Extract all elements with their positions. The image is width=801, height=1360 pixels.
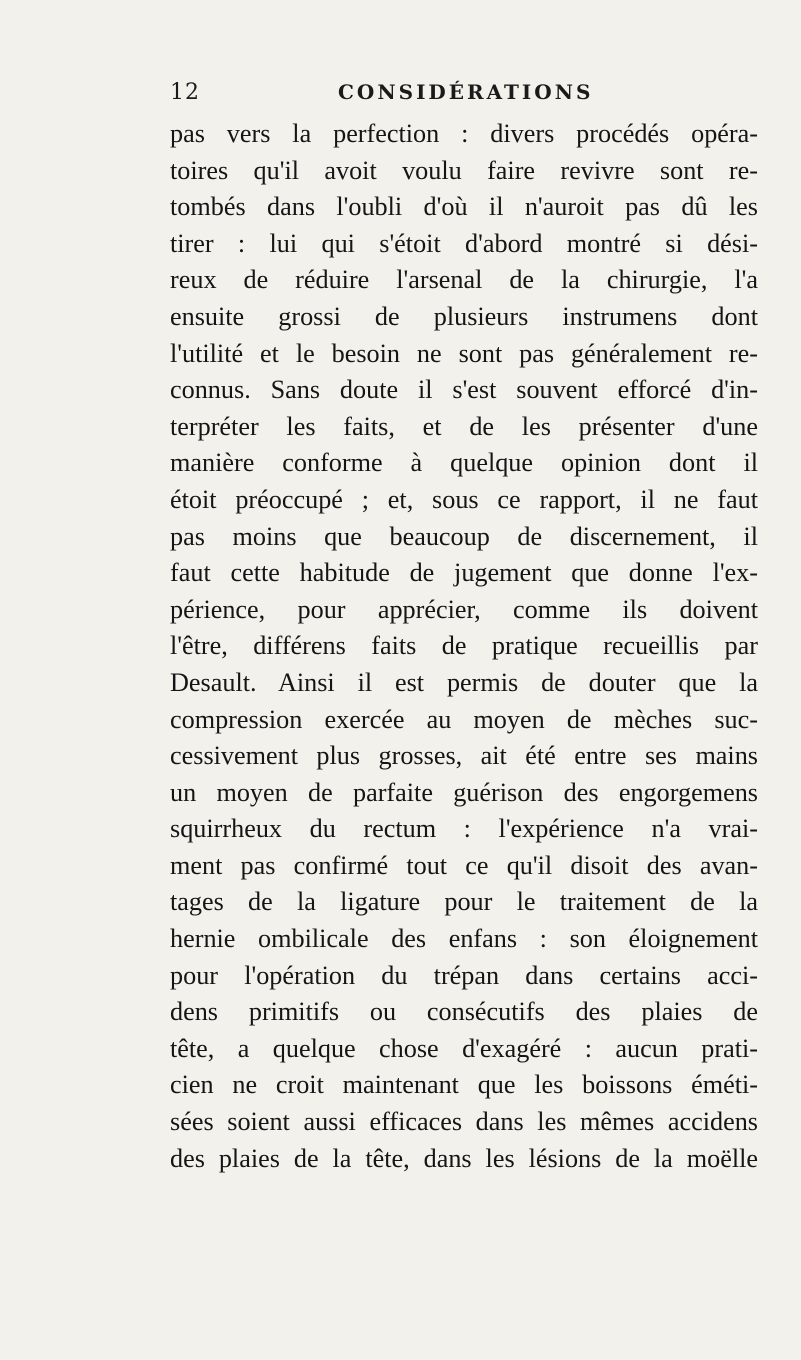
text-line: cessivement plus grosses, ait été entre ses mains: [170, 741, 758, 771]
text-line: tirer : lui qui s'étoit d'abord montré si dési-: [170, 228, 758, 258]
text-line: l'utilité et le besoin ne sont pas généralement re-: [170, 338, 758, 368]
text-line: l'être, différens faits de pratique recueillis par: [170, 631, 758, 661]
text-line: hernie ombilicale des enfans : son éloignement: [170, 924, 758, 954]
text-line: faut cette habitude de jugement que donne l'ex-: [170, 558, 758, 588]
text-line: sées soient aussi efficaces dans les mêmes accidens: [170, 1107, 758, 1137]
text-line: tages de la ligature pour le traitement de la: [170, 887, 758, 917]
text-line: compression exercée au moyen de mèches suc-: [170, 704, 758, 734]
text-line: un moyen de parfaite guérison des engorgemens: [170, 777, 758, 807]
running-head: [170, 80, 630, 116]
text-line: ensuite grossi de plusieurs instrumens dont: [170, 301, 758, 331]
text-line: périence, pour apprécier, comme ils doivent: [170, 594, 758, 624]
text-line: reux de réduire l'arsenal de la chirurgie, l'a: [170, 265, 758, 295]
text-line: Desault. Ainsi il est permis de douter que la: [170, 667, 758, 697]
body-text: [170, 116, 758, 1177]
text-line: tête, a quelque chose d'exagéré : aucun prati-: [170, 1033, 758, 1063]
text-line: ment pas confirmé tout ce qu'il disoit des avan-: [170, 850, 758, 880]
text-line: pas vers la perfection : divers procédés opéra-: [170, 119, 758, 148]
text-line: dens primitifs ou consécutifs des plaies de: [170, 997, 758, 1027]
page-number: 12: [170, 80, 200, 105]
text-line: connus. Sans doute il s'est souvent efforcé d'in-: [170, 375, 758, 405]
text-line: tombés dans l'oubli d'où il n'auroit pas dû les: [170, 192, 758, 222]
text-line: squirrheux du rectum : l'expérience n'a vrai-: [170, 814, 758, 844]
text-line: cien ne croit maintenant que les boissons éméti-: [170, 1070, 758, 1100]
text-line: étoit préoccupé ; et, sous ce rapport, il ne faut: [170, 484, 758, 514]
running-title: CONSIDÉRATIONS: [338, 80, 594, 104]
text-line: pas moins que beaucoup de discernement, il: [170, 521, 758, 551]
text-line: terpréter les faits, et de les présenter d'une: [170, 411, 758, 441]
text-line: des plaies de la tête, dans les lésions de la moëlle: [170, 1143, 758, 1173]
text-line: pour l'opération du trépan dans certains acci-: [170, 960, 758, 990]
text-line: manière conforme à quelque opinion dont il: [170, 448, 758, 478]
text-line: toires qu'il avoit voulu faire revivre sont re-: [170, 155, 758, 185]
